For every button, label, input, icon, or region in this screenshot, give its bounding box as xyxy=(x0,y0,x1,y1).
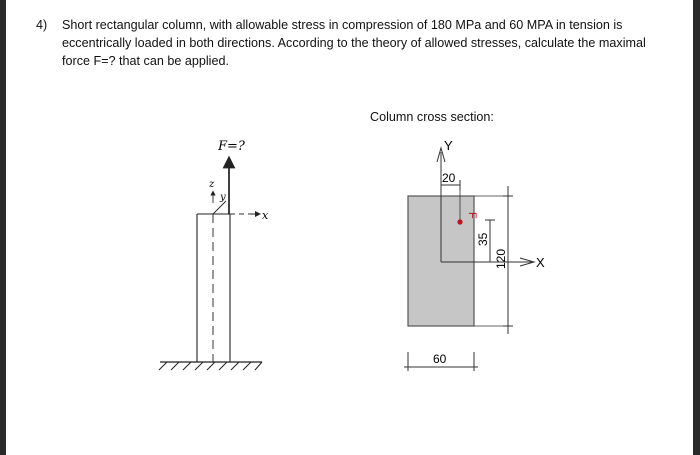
force-label: F=? xyxy=(218,139,245,154)
x-axis-label: X xyxy=(536,255,545,270)
dim-20-label: 20 xyxy=(442,171,456,185)
dim-60-label: 60 xyxy=(433,352,447,366)
cross-section-title: Column cross section: xyxy=(370,110,494,124)
problem-number: 4) xyxy=(36,18,48,32)
load-point xyxy=(457,219,462,224)
x-axis-label: x xyxy=(262,209,269,222)
dim-35-label: 35 xyxy=(476,232,490,246)
z-axis-label: z xyxy=(209,179,215,190)
y-axis-label: Y xyxy=(444,138,453,153)
dim-120-label: 120 xyxy=(494,248,508,269)
y-axis-label: y xyxy=(220,192,226,203)
problem-text: Short rectangular column, with allowable stress in compression of 180 MPa and 60 MPA in tension is eccentrically loaded in both directions. According to the theory of allowed stresses, calculate the maximal force F=? that can be applied. xyxy=(62,18,646,68)
cross-section-figure xyxy=(404,138,545,371)
column-elevation xyxy=(159,139,269,370)
ground-hatch xyxy=(159,362,262,370)
load-point-label: F xyxy=(466,212,478,219)
